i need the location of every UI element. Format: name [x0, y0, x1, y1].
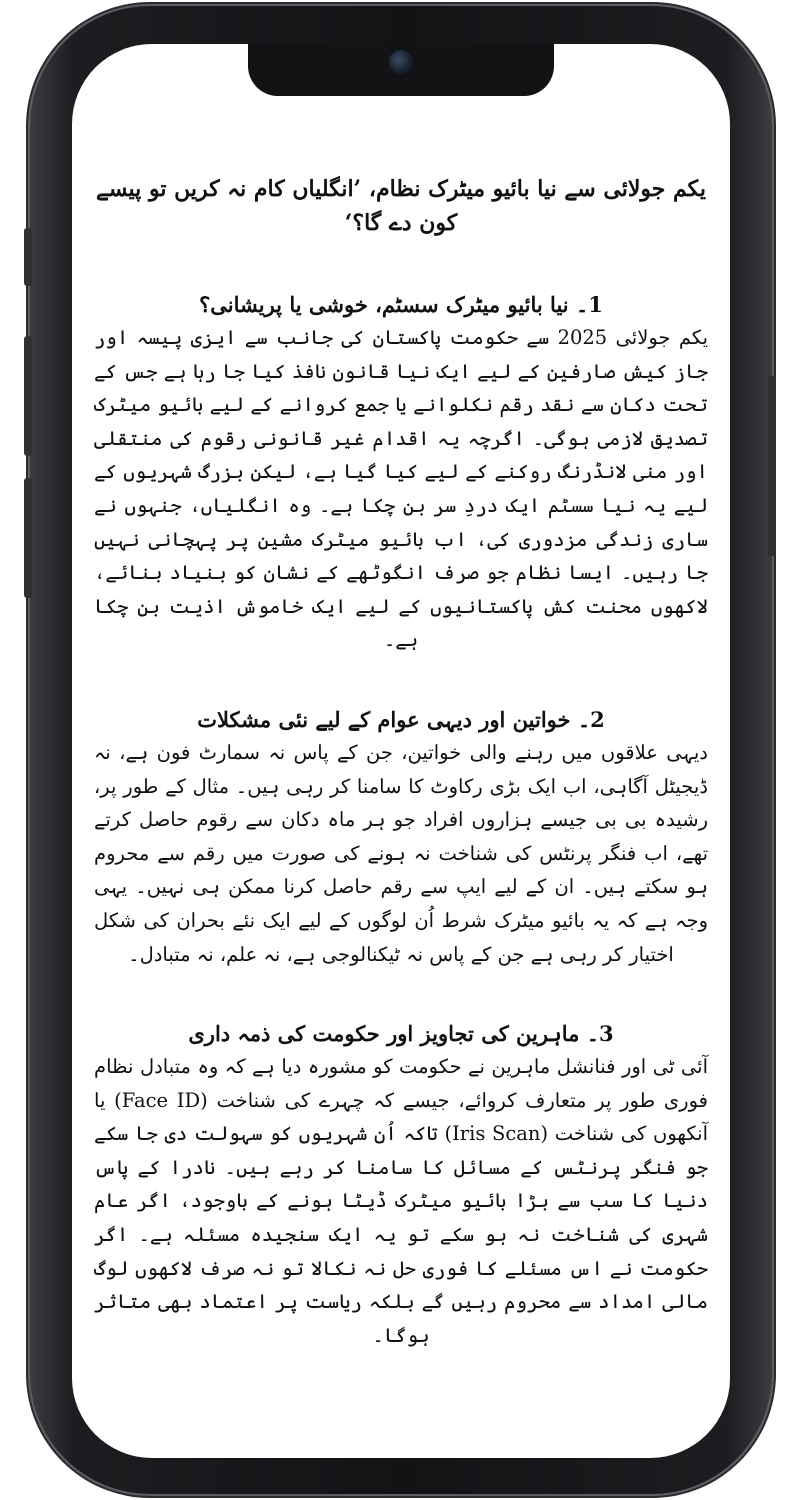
section-heading: 3۔ ماہرین کی تجاویز اور حکومت کی ذمہ داری	[188, 1021, 614, 1047]
section-body: آئی ٹی اور فنانشل ماہرین نے حکومت کو مشورہ دیا ہے کہ وہ متبادل نظام فوری طور پر متعارف کروائے، جیسے کہ چہرے کی شناخت (Face ID) یا آنکھوں کی شناخت (Iris Scan) تاکہ اُن شہریوں کو سہولت دی جا سکے جو فنگر پرنٹس کے مسائل کا سامنا کر رہے ہیں۔ نادرا کے پاس دنیا کا سب سے بڑا بائیو میٹرک ڈیٹا ہونے کے باوجود، اگر عام شہری کی شناخت نہ ہو سکے تو یہ ایک سنجیدہ مسئلہ ہے۔ اگر حکومت نے اس مسئلے کا فوری حل نہ نکالا تو نہ صرف لاکھوں لوگ مالی امداد سے محروم رہیں گے بلکہ ریاست پر اعتماد بھی متاثر ہوگا۔	[94, 1055, 708, 1347]
article-section-1	[94, 288, 708, 657]
article	[94, 172, 708, 1398]
article-title: یکم جولائی سے نیا بائیو میٹرک نظام، ’انگلیاں کام نہ کریں تو پیسے کون دے گا؟‘	[96, 176, 706, 236]
article-section-2	[94, 703, 708, 971]
front-camera-icon	[389, 50, 413, 74]
phone-screen[interactable]	[72, 44, 730, 1458]
power-button	[768, 376, 776, 556]
phone-frame	[30, 6, 772, 1494]
section-body: یکم جولائی 2025 سے حکومت پاکستان کی جانب سے ایزی پیسہ اور جاز کیش صارفین کے لیے ایک نیا قانون نافذ کیا جا رہا ہے جس کے تحت دکان سے نقد رقم نکلوانے یا جمع کروانے کے لیے بائیو میٹرک تصدیق لازمی ہوگی۔ اگرچہ یہ اقدام غیر قانونی رقوم کی منتقلی اور منی لانڈرنگ روکنے کے لیے کیا گیا ہے، لیکن بزرگ شہریوں کے لیے یہ نیا سسٹم ایک دردِ سر بن چکا ہے۔ وہ انگلیاں، جنہوں نے ساری زندگی مزدوری کی، اب بائیو میٹرک مشین پر پہچانی نہیں جا رہیں۔ ایسا نظام جو صرف انگوٹھے کے نشان کو بنیاد بنائے، لاکھوں محنت کش پاکستانیوں کے لیے ایک خاموش اذیت بن چکا ہے۔	[94, 326, 708, 652]
volume-down-button	[24, 478, 32, 598]
silent-switch	[24, 228, 32, 286]
section-heading: 2۔ خواتین اور دیہی عوام کے لیے نئی مشکلات	[197, 706, 605, 732]
notch	[248, 44, 554, 96]
section-body: دیہی علاقوں میں رہنے والی خواتین، جن کے پاس نہ سمارٹ فون ہے، نہ ڈیجیٹل آگاہی، اب ایک بڑی رکاوٹ کا سامنا کر رہی ہیں۔ مثال کے طور پر، رشیدہ بی بی جیسے ہزاروں افراد جو ہر ماہ دکان سے رقوم حاصل کرتے تھے، اب فنگر پرنٹس کی شناخت نہ ہونے کی صورت میں رقم سے محروم ہو سکتے ہیں۔ ان کے لیے ایپ سے رقم حاصل کرنا ممکن ہی نہیں۔ یہی وجہ ہے کہ یہ بائیو میٹرک شرط اُن لوگوں کے لیے ایک نئے بحران کی شکل اختیار کر رہی ہے جن کے پاس نہ ٹیکنالوجی ہے، نہ علم، نہ متبادل۔	[94, 740, 708, 966]
article-section-3	[94, 1017, 708, 1352]
section-heading: 1۔ نیا بائیو میٹرک سسٹم، خوشی یا پریشانی؟	[199, 292, 603, 317]
volume-up-button	[24, 336, 32, 456]
